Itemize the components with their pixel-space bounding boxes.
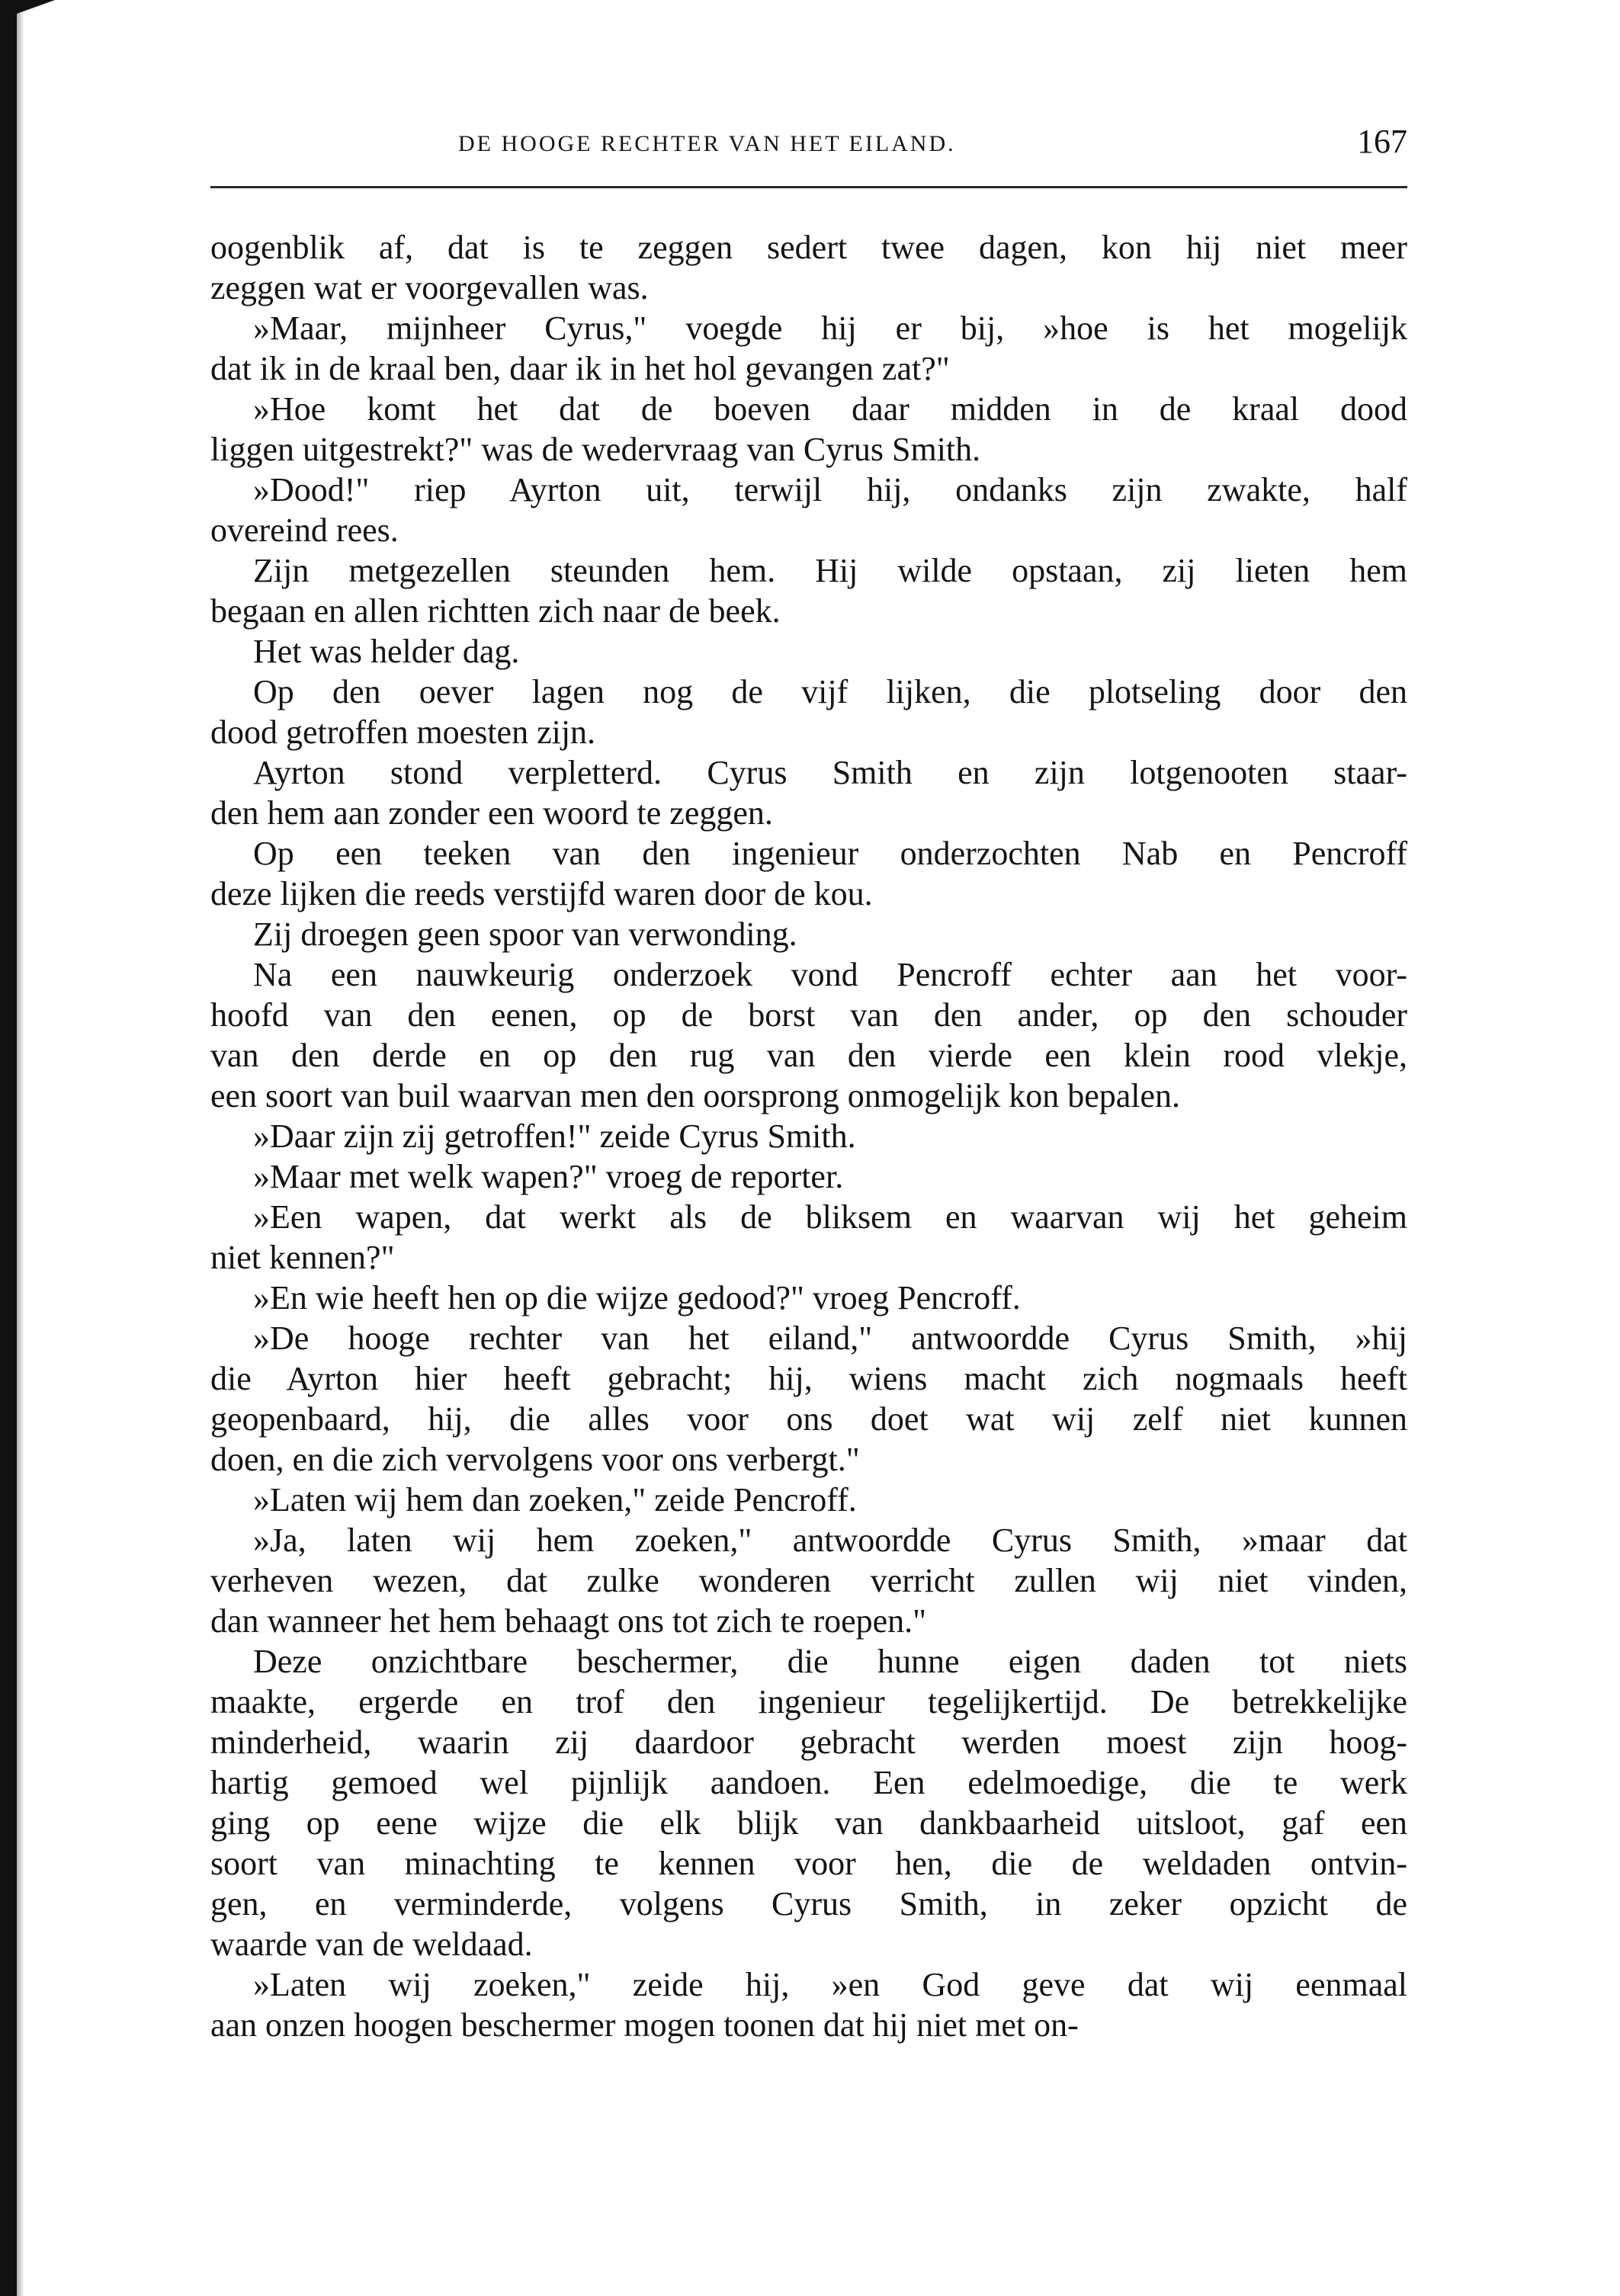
text-line: »Daar zijn zij getroffen!" zeide Cyrus Smith. (253, 1118, 856, 1155)
page-number: 167 (1357, 123, 1407, 160)
text-line: van den derde en op den rug van den vierde een klein rood vlekje, (210, 1037, 1407, 1074)
text-line: ging op eene wijze die elk blijk van dankbaarheid uitsloot, gaf een (210, 1804, 1407, 1842)
text-line: geopenbaard, hij, die alles voor ons doet wat wij zelf niet kunnen (210, 1400, 1407, 1438)
body-text (210, 227, 1407, 2045)
page-edge-shadow (17, 0, 24, 2296)
text-line: Na een nauwkeurig onderzoek vond Pencroff echter aan het voor- (253, 956, 1407, 993)
text-line: deze lijken die reeds verstijfd waren door de kou. (210, 875, 873, 912)
text-line: »Maar met welk wapen?" vroeg de reporter. (253, 1158, 844, 1195)
text-line: den hem aan zonder een woord te zeggen. (210, 794, 773, 832)
text-line: »En wie heeft hen op die wijze gedood?" vroeg Pencroff. (253, 1279, 1021, 1316)
text-line: aan onzen hoogen beschermer mogen toonen dat hij niet met on- (210, 2006, 1079, 2044)
text-line: zeggen wat er voorgevallen was. (210, 269, 649, 306)
page-binding-edge (0, 0, 17, 2296)
text-line: Ayrton stond verpletterd. Cyrus Smith en zijn lotgenooten staar- (253, 754, 1407, 791)
text-line: oogenblik af, dat is te zeggen sedert twee dagen, kon hij niet meer (210, 229, 1407, 266)
text-line: »Laten wij hem dan zoeken," zeide Pencroff. (253, 1481, 857, 1518)
text-line: niet kennen?" (210, 1239, 395, 1276)
text-line: hoofd van den eenen, op de borst van den ander, op den schouder (210, 996, 1407, 1034)
text-line: dat ik in de kraal ben, daar ik in het hol gevangen zat?" (210, 350, 950, 387)
text-line: »Hoe komt het dat de boeven daar midden in de kraal dood (253, 390, 1407, 428)
text-line: soort van minachting te kennen voor hen, die de weldaden ontvin- (210, 1845, 1407, 1882)
running-title: DE HOOGE RECHTER VAN HET EILAND. (458, 131, 956, 156)
text-line: »Maar, mijnheer Cyrus," voegde hij er bij, »hoe is het mogelijk (253, 309, 1407, 347)
text-line: gen, en verminderde, volgens Cyrus Smith, in zeker opzicht de (210, 1885, 1407, 1922)
text-line: maakte, ergerde en trof den ingenieur tegelijkertijd. De betrekkelijke (210, 1683, 1407, 1720)
text-line: »Een wapen, dat werkt als de bliksem en waarvan wij het geheim (253, 1198, 1407, 1236)
text-line: Op een teeken van den ingenieur onderzochten Nab en Pencroff (253, 835, 1407, 872)
text-line: dan wanneer het hem behaagt ons tot zich te roepen." (210, 1602, 927, 1640)
text-line: Het was helder dag. (253, 633, 520, 670)
text-line: minderheid, waarin zij daardoor gebracht werden moest zijn hoog- (210, 1724, 1407, 1761)
text-line: »De hooge rechter van het eiland," antwoordde Cyrus Smith, »hij (253, 1320, 1407, 1357)
text-line: een soort van buil waarvan men den oorsprong onmogelijk kon bepalen. (210, 1077, 1181, 1114)
running-header (210, 120, 1407, 166)
text-line: »Laten wij zoeken," zeide hij, »en God geve dat wij eenmaal (253, 1966, 1407, 2003)
header-rule (210, 186, 1407, 188)
text-line: Deze onzichtbare beschermer, die hunne eigen daden tot niets (253, 1643, 1407, 1680)
text-line: Op den oever lagen nog de vijf lijken, die plotseling door den (253, 673, 1407, 710)
text-line: begaan en allen richtten zich naar de beek. (210, 592, 781, 630)
text-line: hartig gemoed wel pijnlijk aandoen. Een edelmoedige, die te werk (210, 1764, 1407, 1801)
text-line: Zijn metgezellen steunden hem. Hij wilde opstaan, zij lieten hem (253, 552, 1407, 589)
text-line: overeind rees. (210, 511, 399, 549)
text-line: »Dood!" riep Ayrton uit, terwijl hij, ondanks zijn zwakte, half (253, 471, 1407, 508)
text-line: liggen uitgestrekt?" was de wedervraag van Cyrus Smith. (210, 431, 981, 468)
text-line: doen, en die zich vervolgens voor ons verbergt." (210, 1441, 860, 1478)
text-line: »Ja, laten wij hem zoeken," antwoordde Cyrus Smith, »maar dat (253, 1522, 1407, 1559)
text-line: waarde van de weldaad. (210, 1926, 533, 1963)
text-line: verheven wezen, dat zulke wonderen verricht zullen wij niet vinden, (210, 1562, 1407, 1599)
text-line: die Ayrton hier heeft gebracht; hij, wiens macht zich nogmaals heeft (210, 1360, 1407, 1397)
text-line: dood getroffen moesten zijn. (210, 713, 596, 751)
text-line: Zij droegen geen spoor van verwonding. (253, 916, 797, 953)
